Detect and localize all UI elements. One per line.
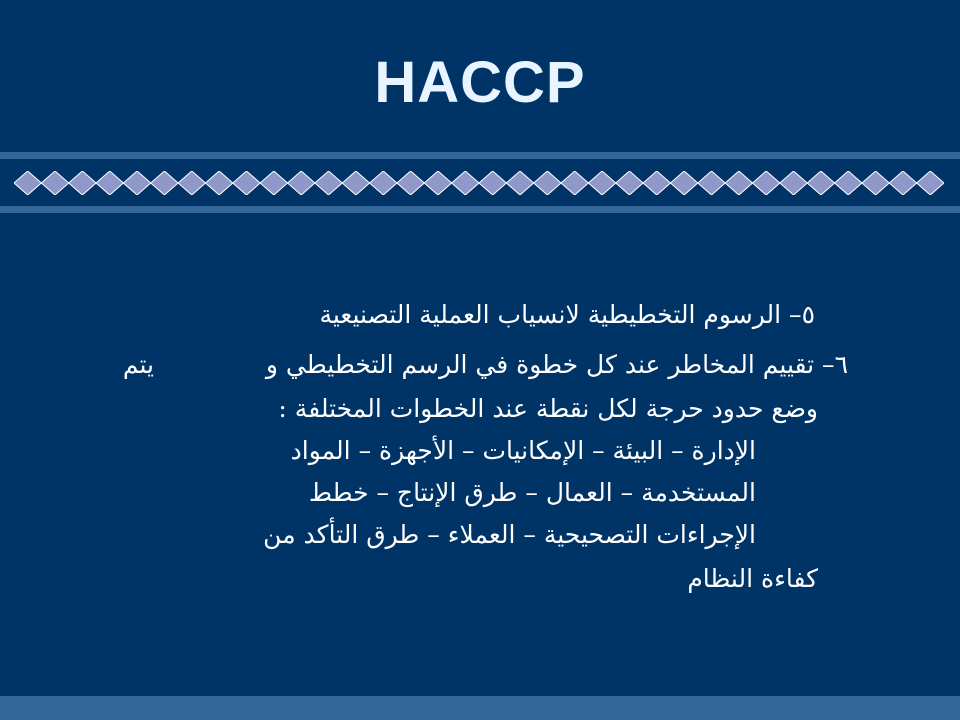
- diamond-shape: [807, 171, 834, 195]
- diamond-shape: [233, 171, 260, 195]
- diamond-shape: [315, 171, 342, 195]
- step-6-line: ٦– تقييم المخاطر عند كل خطوة في الرسم التخطيطي و: [265, 350, 848, 379]
- diamond-shape: [643, 171, 670, 195]
- diamond-shape: [452, 171, 479, 195]
- bottom-divider: [0, 206, 960, 213]
- footer-bar: [0, 696, 960, 720]
- diamond-shape: [780, 171, 807, 195]
- diamond-shape: [123, 171, 150, 195]
- factors-line-1: الإدارة – البيئة – الإمكانيات – الأجهزة – المواد: [290, 436, 756, 465]
- step-6-continuation: يتم: [122, 350, 154, 379]
- diamond-pattern-band: [14, 171, 944, 195]
- factors-line-3: الإجراءات التصحيحية – العملاء – طرق التأكد من: [263, 520, 756, 549]
- factors-line-4: كفاءة النظام: [687, 564, 818, 593]
- diamond-shape: [698, 171, 725, 195]
- diamond-shape: [424, 171, 451, 195]
- diamond-shape: [69, 171, 96, 195]
- diamond-shape: [260, 171, 287, 195]
- diamond-shape: [479, 171, 506, 195]
- diamond-shape: [616, 171, 643, 195]
- diamond-shape: [41, 171, 68, 195]
- diamond-shape: [862, 171, 889, 195]
- diamond-shape: [670, 171, 697, 195]
- top-divider: [0, 152, 960, 159]
- diamond-shape: [151, 171, 178, 195]
- diamond-shape: [725, 171, 752, 195]
- factors-line-2: المستخدمة – العمال – طرق الإنتاج – خطط: [308, 478, 756, 507]
- slide-title: HACCP: [374, 50, 586, 115]
- diamond-shape: [288, 171, 315, 195]
- diamond-shape: [917, 171, 944, 195]
- diamond-shape: [14, 171, 41, 195]
- diamond-shape: [342, 171, 369, 195]
- diamond-shape: [835, 171, 862, 195]
- diamond-shape: [889, 171, 916, 195]
- diamond-shape: [205, 171, 232, 195]
- diamond-shape: [534, 171, 561, 195]
- diamond-shape: [96, 171, 123, 195]
- diamond-shape: [397, 171, 424, 195]
- critical-limits-line: وضع حدود حرجة لكل نقطة عند الخطوات المختلفة :: [278, 394, 818, 423]
- diamond-shape: [370, 171, 397, 195]
- step-5-line: ٥– الرسوم التخطيطية لانسياب العملية التصنيعية: [319, 300, 815, 329]
- diamond-shape: [561, 171, 588, 195]
- diamond-shape: [588, 171, 615, 195]
- diamond-shape: [178, 171, 205, 195]
- diamond-shape: [506, 171, 533, 195]
- diamond-shape: [753, 171, 780, 195]
